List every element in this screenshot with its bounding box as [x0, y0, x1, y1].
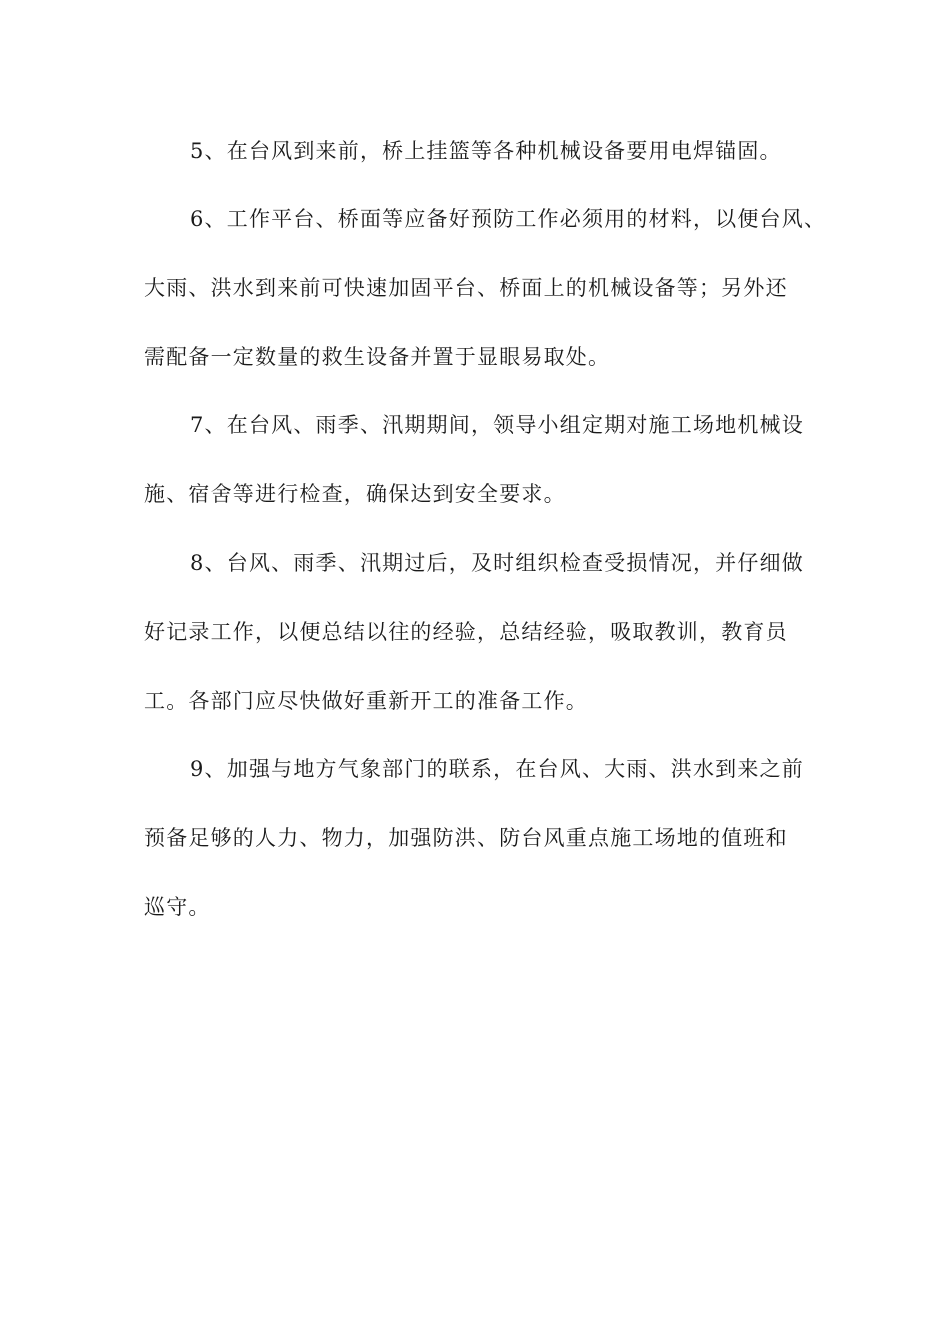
- paragraph-9-line-1: 9、加强与地方气象部门的联系，在台风、大雨、洪水到来之前: [190, 757, 804, 781]
- paragraph-7-line-2: 施、宿舍等进行检查，确保达到安全要求。: [144, 482, 566, 506]
- paragraph-8-line-2: 好记录工作，以便总结以往的经验，总结经验，吸取教训，教育员: [144, 620, 788, 644]
- paragraph-6-line-3: 需配备一定数量的救生设备并置于显眼易取处。: [144, 345, 611, 369]
- paragraph-6-line-2: 大雨、洪水到来前可快速加固平台、桥面上的机械设备等；另外还: [144, 276, 788, 300]
- paragraph-8-line-3: 工。各部门应尽快做好重新开工的准备工作。: [144, 689, 588, 713]
- paragraph-9-line-3: 巡守。: [144, 895, 211, 919]
- paragraph-8-line-1: 8、台风、雨季、汛期过后，及时组织检查受损情况，并仔细做: [190, 551, 804, 575]
- paragraph-6-line-1: 6、工作平台、桥面等应备好预防工作必须用的材料，以便台风、: [190, 207, 827, 231]
- paragraph-9-line-2: 预备足够的人力、物力，加强防洪、防台风重点施工场地的值班和: [144, 826, 788, 850]
- paragraph-7-line-1: 7、在台风、雨季、汛期期间，领导小组定期对施工场地机械设: [190, 413, 804, 437]
- paragraph-5-line-1: 5、在台风到来前，桥上挂篮等各种机械设备要用电焊锚固。: [190, 139, 782, 163]
